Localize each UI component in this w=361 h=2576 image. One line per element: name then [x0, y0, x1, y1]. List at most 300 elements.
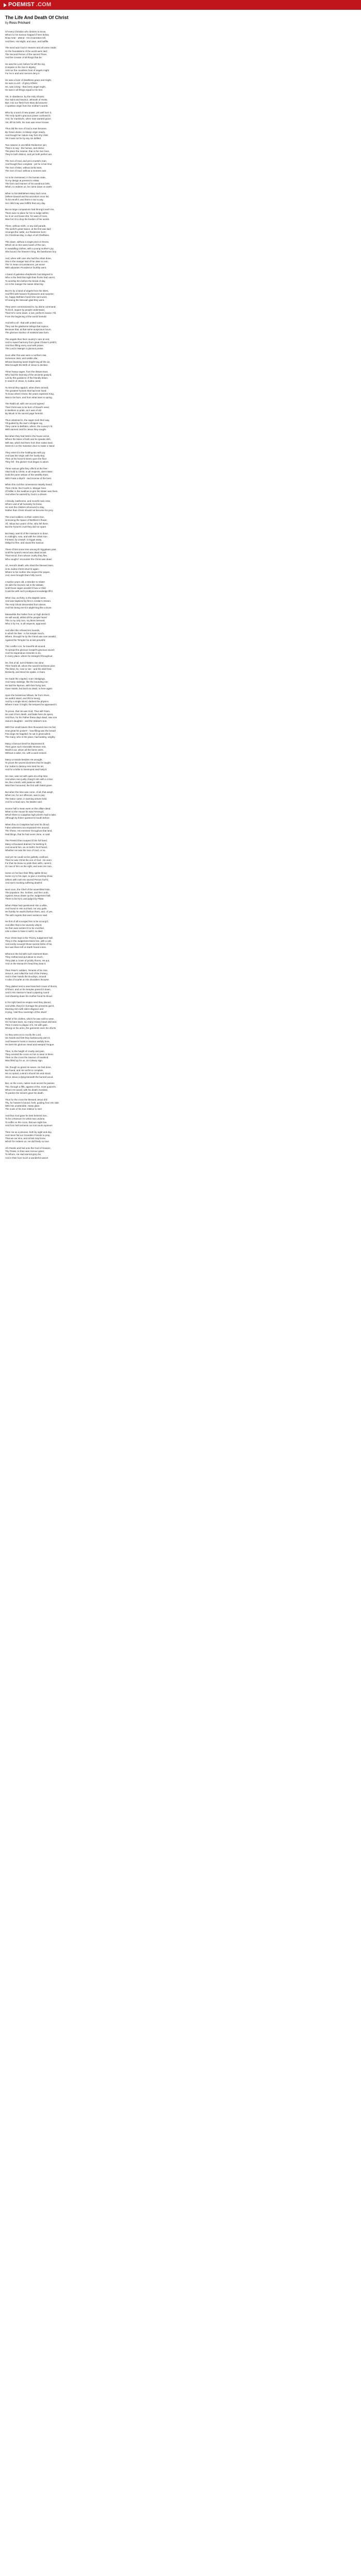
poem-line: Then heal'd all, whom the sword'd sickness pine; — [5, 665, 56, 668]
poem-line: Who had the learning of the ancients grasp'd, — [5, 373, 52, 376]
poem-line: Whom He would, with his death revealed, — [5, 1088, 48, 1091]
poem-stanza — [5, 888, 175, 901]
poem-stanza — [5, 1001, 175, 1014]
poem-stanza — [5, 548, 175, 561]
poem-line: The form and manner of his wondrous birth, — [5, 182, 51, 185]
poem-line: Two natures in one Bible Redeemer join; — [5, 143, 47, 146]
poem-line: The world's great Savior, at the first was laid; — [5, 228, 52, 231]
poem-line: Compare to his Son in dignity; — [5, 66, 37, 69]
poem-line: Thus did the Son of God a man became, — [5, 127, 47, 130]
poem-line: To Herod they apply'd, when there arrived, — [5, 386, 49, 389]
poem-line: In Bethlem to pride, as it was of old — [5, 409, 42, 412]
poem-line: To be enroll'd, and there in tax to pay, — [5, 198, 44, 201]
poem-stanza — [5, 775, 175, 788]
poem-stanza — [5, 370, 175, 383]
poem-line: Yet it was not he by any sin defiled. — [5, 137, 42, 140]
poem-line: The glorious Saviour of mankind was born. — [5, 331, 50, 334]
poem-line: And, for mankind's, when man wanted grace, — [5, 117, 52, 121]
poem-line: He was in all things equal to his Sire. — [5, 88, 43, 91]
poem-line: A robe of scarlet on His shoulders throwne. — [5, 978, 50, 981]
poem-line: Tho' these, His enemies' throughout that land, — [5, 829, 53, 833]
poem-line: Yet, till his birth, his man was never known. — [5, 121, 50, 124]
poem-line: As in the manger the sweet infant lay. — [5, 282, 44, 285]
poem-line: He cast it from death, and bade here de opera, — [5, 713, 54, 716]
poem-line: Gold the purer artisan of the wealthy East, — [5, 473, 49, 477]
poem-line: The angels then their country's care at rest, — [5, 337, 50, 341]
poem-line: There, without mirth, or any dull parade, — [5, 224, 46, 227]
poem-line: To be ill, inquire by people understand, — [5, 309, 45, 312]
poem-stanza — [5, 208, 175, 221]
poem-line: They sat the gladsome tidings that rejoice; — [5, 325, 49, 328]
poem-line: That Christ was to be born of David's seed, — [5, 405, 50, 409]
poem-line: He, was a king - that every angel might, — [5, 85, 46, 88]
poem-line: Till guided by the star's refulgent ray, — [5, 421, 43, 425]
poem-line: In which his fate - in his temple Soul's, — [5, 632, 45, 635]
logo-suffix: .COM — [36, 2, 52, 8]
poem-line: He then was sentenc'd to be crucified, — [5, 926, 44, 929]
poem-line: A spotless virgin from her mother's womb. — [5, 105, 48, 108]
poem-line: By Grace divine, to Manjo virgin nearly, — [5, 130, 45, 133]
site-header — [0, 0, 361, 10]
poem-line: To prove the sacred doctrines that he taught; — [5, 761, 52, 765]
poem-line: Many a famous Devil he dispossess'd; — [5, 742, 45, 745]
poem-line: Upon the boisterous billows, far from shore, — [5, 693, 50, 697]
poem-line: And fill'd with heaven fit pleasures and surprise; — [5, 292, 54, 295]
poem-line: Then on the cross the Saviour of mankind — [5, 1056, 48, 1059]
poem-line: And him being rem'd it alight'ning like a Dove. — [5, 606, 52, 609]
poem-line: And in His Saviour's hand a pipering round — [5, 991, 50, 994]
poem-line: Yet, in obedience, by the Holy Ghosts; — [5, 95, 45, 98]
poem-line: All, 'about two years' of the, who fell there, — [5, 522, 49, 525]
poem-line: In midnight, rose, and with her infant Son — [5, 535, 47, 538]
poem-line: But found, and He sod'st to complain, — [5, 1069, 44, 1072]
poem-line: To know where Christ, the years expected King, — [5, 393, 55, 396]
poem-line: Could be with such prodigious knowledge fill'd. — [5, 590, 53, 593]
poem-stanza — [5, 726, 175, 739]
poem-line: He will would, whilst all the people heard — [5, 616, 47, 619]
poem-line: Many a miracle besides He wrought, — [5, 758, 43, 761]
poem-line: His no spinal, a wind it shook him and stood, — [5, 1072, 51, 1075]
poem-stanza — [5, 225, 175, 238]
poem-line: But the Tyrant's cruel they did not spare. — [5, 525, 47, 528]
poem-line: For Judas to destroy Him tried his art, — [5, 765, 44, 768]
poem-line: Until the tyrant's Herod was dead at last. — [5, 551, 47, 554]
poem-stanza — [5, 937, 175, 950]
poem-line: From the beginning of the world foretold. — [5, 315, 47, 318]
poem-line: And tell to all - that with united voice, — [5, 321, 43, 325]
poem-line: Who in the field that night their flocks had care'd, — [5, 276, 55, 279]
poem-line: He, first of all, turn'd Waters into wine; — [5, 661, 44, 664]
poem-line: Like a slave to have it nail'd, so died. — [5, 929, 43, 933]
poem-line: Whose beaming lustre bright'ning all the air, — [5, 360, 51, 363]
poem-line: The Second Person of the sacred Three, — [5, 53, 47, 56]
poem-line: They fell - the glories' God began to adore. — [5, 461, 50, 464]
poem-line: They plaited nerd a new branched crown of thorns, — [5, 985, 58, 988]
poem-line: Because that, at that same auspicious hours, — [5, 328, 52, 331]
poem-line: Who sought t' encounter the Christ was dead. — [5, 557, 52, 561]
poem-stanza — [5, 920, 175, 933]
poem-line: He laid the leprous, with their living lust; — [5, 684, 46, 687]
poem-stanza — [5, 386, 175, 399]
poem-line: And on the Monarch's head they beat it. — [5, 962, 46, 965]
poem-line: And sorely scourg'd those sacred limbs of his, — [5, 943, 53, 946]
poem-stanza — [5, 791, 175, 804]
poem-line: They were commissioned to, by divine command; — [5, 305, 56, 308]
poem-line: But as large companions had throng'd each Inn, — [5, 208, 55, 211]
poem-line: Since Jesus a dying beneath the burned wood. — [5, 1075, 54, 1078]
poem-line: And each mocking suffering death'd. — [5, 881, 43, 884]
poem-line: The blind, he, rose to see - and the deaf hear — [5, 668, 52, 671]
poem-line: To be a Ransom for what man undone, — [5, 1117, 45, 1121]
poem-line: He was a lover of deathless grace and might, — [5, 79, 52, 82]
poem-line: And heaven's hosts in Saviour awfully bore, — [5, 1040, 50, 1043]
poem-line: He sent the children all around to slay, — [5, 506, 45, 509]
poem-line: That He was Christ the son of God - He seen- — [5, 858, 53, 861]
poem-line: Against Jesus drawn up the Judgement hall, — [5, 894, 51, 897]
poem-line: Which sit on him were lavish of the sun, — [5, 244, 46, 247]
poem-line: Who by a word of new power, yet well born it, — [5, 111, 52, 114]
poem-stanza — [5, 176, 175, 189]
poem-line: Few dogs He happled, he sat in great admit, — [5, 732, 51, 735]
poem-line: Which for redeem us, He did freely so love. — [5, 1140, 50, 1143]
poem-line: The traitor came, in warning virtues bold, — [5, 797, 47, 800]
poem-stanza — [5, 63, 175, 76]
poem-line: This dawn, without a single pivot or throne, — [5, 241, 50, 244]
poem-line: Then at his honor'd knees upon the floor — [5, 457, 47, 460]
poem-line: Then it came to plague of it, He with gain. — [5, 1024, 48, 1027]
poem-stanza — [5, 856, 175, 869]
poem-line: To suffer on the cross, that we might live, — [5, 1121, 47, 1124]
poem-line: When thou to Caiaphas had sent his blood, — [5, 823, 50, 826]
poem-line: As they went on to crucify the Lord, — [5, 1033, 42, 1037]
poem-line: How great his power!! - how filling was the bread! — [5, 729, 56, 732]
poem-stanza — [5, 1082, 175, 1095]
poem-stanza — [5, 483, 175, 496]
poem-line: He with the Doctors sat in the debate, — [5, 584, 44, 587]
poem-line: To prove, that He was God, Thus will Fears, — [5, 710, 51, 713]
poem-line: Amongst the cattle, our Redeemer born; — [5, 231, 47, 234]
poem-line: Then gave such miserable Women rest, — [5, 745, 46, 749]
poem-stanza — [5, 953, 175, 965]
poem-line: Seem'd it on the manstion door to make a stand. — [5, 444, 55, 447]
poem-line: Draw near - attend - His incarnation tell, — [5, 37, 46, 40]
poem-line: With Frank a Myrrh - and incense of the best. — [5, 477, 52, 480]
poem-line: She in the manger laid of her dear so son; — [5, 260, 48, 263]
poem-stanza — [5, 629, 175, 642]
poem-line: Then He as a prisoner, both by night and day, — [5, 1130, 52, 1133]
poem-line: The cruel soldiers, to their orders true, — [5, 516, 45, 519]
poem-line: Some cry to his cape, to give a mocking show; — [5, 875, 53, 878]
poem-stanza — [5, 694, 175, 707]
poem-line: And from hell torments our lost souls reprieve! — [5, 1124, 53, 1127]
poem-line: Had things, that he had never done, or said. — [5, 833, 51, 836]
poem-line: When this civil the convenience Wantly heard, — [5, 483, 53, 486]
poem-line: On his bare back, too many Heavy blows did bear; — [5, 1020, 57, 1023]
poem-line: A band of guileless shepherds God deigned to — [5, 273, 53, 276]
poem-line: That is to say - the human, and divine; — [5, 147, 45, 150]
poem-stanza — [5, 144, 175, 157]
poem-line: That we our sins, and at last may know, — [5, 1137, 46, 1140]
poem-line: But when the time was come, of all, that weigh, — [5, 791, 54, 794]
poem-line: In every place, where he strange'd throughout. — [5, 655, 53, 658]
poem-author-link[interactable]: Ross Prichard — [9, 22, 30, 25]
poem-line: And thus filling every soul with praise, — [5, 344, 44, 347]
poem-line: He frankly he wash'd before them, and, of yes, — [5, 910, 53, 913]
poem-line: When, to redeem us, he came down on earth. — [5, 185, 53, 189]
poem-line: And his stupendous miracles to do, — [5, 651, 42, 654]
poem-line: This is my only Son, my bless beloved, — [5, 619, 45, 622]
poem-stanza — [5, 30, 175, 43]
poem-line: He, like a lamb, with patience still'd, — [5, 781, 42, 784]
poem-line: For he is and and mercies deny it. — [5, 72, 40, 75]
poem-line: Whom to his Saviour happed if here below, — [5, 33, 50, 37]
poem-line: But, on the cross, native must accent he passes — [5, 1082, 55, 1085]
poem-line: Where the Mess of both and he speaks dish, — [5, 438, 52, 441]
poem-line: And after that to be severely whip'd; — [5, 923, 42, 926]
poem-line: Of Miller in the swallow re-gen the Water was them, — [5, 489, 58, 493]
poem-line: Until those sages wonder'd how a Child — [5, 587, 46, 590]
poem-line: And to sweet harmony from great Choise's yield'd, — [5, 341, 57, 344]
poem-line: And yet He could not be guiltetly confined, — [5, 855, 49, 858]
poem-line: Rather than Christ should not become his prey. — [5, 509, 54, 512]
poem-line: Crying, 'Hail thou sovereign of the Jews!' — [5, 1010, 47, 1013]
poem-line: In his right hand an empire reed they placed, — [5, 1001, 52, 1004]
poem-line: And though her nature may form thy child, — [5, 133, 48, 137]
poem-line: And thus God gave he best beloved Son, — [5, 1114, 48, 1117]
poem-line: The Rabbi all, with one accord agreed — [5, 402, 44, 405]
poem-stanza — [5, 241, 175, 253]
poem-line: She bound, the heaven's king, the barebones boy. — [5, 250, 57, 253]
poem-line: The populace, the, Scribes, and the Lords, — [5, 891, 49, 894]
poem-line: Thy Praise, to thee was Honour given; — [5, 1150, 45, 1153]
poem-line: The place the manner, that is the Son here, — [5, 150, 50, 153]
poem-stanza — [5, 839, 175, 852]
poem-line: Then, to the height of cruelty and pain, — [5, 1049, 45, 1053]
poem-stanza — [5, 354, 175, 367]
poem-stanza — [5, 306, 175, 318]
poem-line: Where it was 'd might, the tempest he appeased it. — [5, 703, 57, 706]
poem-line: Unmoving the Space of Bethlem's flower, — [5, 519, 47, 522]
poem-line: Or now of him on the right, and seen His Son. — [5, 865, 53, 868]
poem-line: This conflict o'er, he travell'd all around, — [5, 645, 46, 648]
poem-line: When He, for our offences, was to pay; — [5, 794, 45, 797]
poem-line: False witnesses accompanied Him around; — [5, 826, 50, 829]
poem-line: He walk'd stand, and ill'd to beurg; — [5, 697, 41, 700]
poem-line: And many stubings, like the bounding roe; — [5, 681, 48, 684]
poem-line: Or the foundations of the world were laid; — [5, 49, 48, 53]
poem-line: And thus, for his Father these days dead, saw one — [5, 716, 57, 719]
poem-stanza — [5, 1147, 175, 1160]
poem-line: Poor Christ kept in the Thorny Judgement hall, — [5, 936, 53, 939]
poem-content — [5, 15, 175, 1163]
poem-line: The word was God in Heaven and all came made; — [5, 46, 57, 49]
poem-line: He first of all scourged him to be scourg'd, — [5, 920, 48, 923]
poem-line: Where, through he by the Fiend was sore assaild, — [5, 635, 57, 638]
poem-line: The Holy Spirit's gracious power confused it; — [5, 114, 51, 117]
poem-line: To spread the glorious Gospel's gracious sound; — [5, 648, 55, 651]
poem-line: The Son of God, without a moment own. — [5, 169, 47, 172]
poem-line: For that He knew so pride their witht, came'd, — [5, 862, 52, 865]
poem-line: And when men justly charg'd Him with a crime; — [5, 777, 54, 781]
poem-stanza — [5, 710, 175, 723]
poem-line: Led by this guidance of the friendly beam, — [5, 376, 48, 379]
poem-stanza — [5, 823, 175, 836]
poem-line: Without a salve, He, with a word restord. — [5, 752, 47, 755]
poem-line: There Christ some time among th' Egyptians past, — [5, 548, 57, 551]
poem-line: Our Saint and Saviour, Jehovah of Hosts, — [5, 98, 48, 101]
poem-line: Unto Judea Christ return'd again; — [5, 567, 39, 570]
site-logo[interactable] — [4, 1, 51, 9]
poem-line: The souls of his true relative to see! — [5, 1108, 42, 1111]
poem-line: Thus for the cross the blessed Jesus di'd: — [5, 1098, 48, 1101]
poem-stanza — [5, 1066, 175, 1079]
poem-line: A twelve years old, a Wonder to relate! — [5, 580, 45, 583]
poem-line: They erected the cross on him to wear in there; — [5, 1053, 54, 1056]
poem-line: Jairus's daughter - and the Widow's Son. — [5, 719, 47, 722]
poem-line: By Micah in his sacred page foretold. — [5, 412, 43, 415]
poem-line: There to be try'd, and judg'd by Pilate. — [5, 897, 44, 901]
poem-line: When low, as thirty, to the Baptist came, — [5, 597, 46, 600]
poem-line: And then, His Might, and save, and bafflle. — [5, 40, 49, 43]
poem-stanza — [5, 662, 175, 674]
poem-line: Whom void of all humanity he knew, — [5, 502, 42, 505]
poem-stanza — [5, 111, 175, 124]
poem-line: And was baptized by him in Jordan's stream, — [5, 600, 52, 603]
poem-line: Next noon, the Chief of the assembled train, — [5, 888, 51, 891]
poem-line: So in an out-house she, for want of room, — [5, 214, 48, 217]
poem-line: (Where Dauvid and his ancestors once lie) — [5, 195, 49, 198]
poem-line: And saw the Virgin with her lovely Boy; — [5, 454, 45, 457]
poem-line: The Son of God, and yet a mortal's man, — [5, 160, 47, 163]
poem-line: Forward, by Joseph, to Egypt away, — [5, 538, 42, 541]
poem-line: And for a bribe to Destroyed nied hotly'd. — [5, 768, 47, 771]
poem-body — [5, 30, 175, 1160]
poem-line: All Cheeks and hail unto the God of Heaven, — [5, 1147, 51, 1150]
poem-stanza — [5, 1018, 175, 1030]
poem-stanza — [5, 742, 175, 755]
poem-line: As to be mentioned, in his human state, — [5, 176, 46, 179]
logo-text: POEMIST — [8, 2, 35, 8]
poem-line: The Holy Ghost descended from above, — [5, 603, 46, 606]
poem-line: He made the crippled, scarr stiridgings, — [5, 677, 46, 681]
poem-stanza — [5, 758, 175, 771]
poem-stanza — [5, 46, 175, 59]
poem-line: They enter'd to the holding-tan with joy; — [5, 451, 46, 454]
poem-title: The Life And Death Of Christ — [5, 15, 69, 20]
poem-line: The Son of Man, without sinful taint, — [5, 166, 42, 169]
poem-line: Relief of his clothes, which he was sold to wear, — [5, 1017, 55, 1020]
poem-line: They're both distinct, and yet both perfect are. — [5, 153, 53, 156]
poem-line: In search of Jesus, to Judea came. — [5, 380, 41, 383]
poem-stanza — [5, 160, 175, 173]
poem-line: The, through a fifth, against of the, most quarrel's. — [5, 1085, 57, 1088]
poem-line: Bye, into our flesh from Mary did assume — [5, 101, 47, 105]
poem-stanza — [5, 192, 175, 205]
poem-line: With earnest zeal for Jesus they sought. — [5, 428, 47, 431]
poem-stanza — [5, 969, 175, 982]
poem-line: And after this refused ten bounds, — [5, 629, 40, 632]
poem-line: Soon after this was seen a northern star, — [5, 354, 47, 357]
poem-line: The' in mean circumstances, yet arose — [5, 263, 45, 266]
poem-line: The greatest Tyrants that had ever lived; — [5, 389, 47, 393]
poem-line: Of seeing the Messiah glad they went. — [5, 299, 45, 302]
poem-stanza — [5, 564, 175, 577]
poem-line: Distinctly, and Word He spake, in fears. — [5, 671, 46, 674]
poem-stanza — [5, 597, 175, 609]
poem-stanza — [5, 402, 175, 415]
poem-stanza — [5, 1050, 175, 1063]
poem-stanza — [5, 532, 175, 545]
poem-line: And for a triad sum, his Master sold. — [5, 800, 43, 803]
poem-stanza — [5, 451, 175, 464]
poem-line: The Priest'd then suspect'd him full hand, — [5, 839, 48, 842]
poem-stanza — [5, 467, 175, 480]
poem-line: Was to be born, and from what town to spring. — [5, 396, 53, 399]
poem-stanza — [5, 290, 175, 302]
poem-stanza — [5, 338, 175, 351]
poem-stanza — [5, 79, 175, 92]
poem-stanza — [5, 273, 175, 286]
poem-stanza — [5, 581, 175, 594]
poem-line: Then Peter's soldiers, Tenants of his Sire, — [5, 969, 48, 972]
poem-stanza — [5, 435, 175, 448]
poem-stanza — [5, 1098, 175, 1111]
poem-line: Vital Gold to Christ, in all respects, demi-Vater; — [5, 470, 53, 473]
poem-line: Mocking Him with silent disgrace and — [5, 1007, 44, 1010]
poem-line: To worship him before the break of day, — [5, 279, 46, 282]
poem-line: Her child may was fulfill'd that very day. — [5, 201, 46, 205]
poem-line: Ah, Herod's death, who shed the blessed stem, — [5, 564, 54, 567]
poem-stanza — [5, 257, 175, 270]
poem-line: On Christmas-day, in days of all Chieftains. — [5, 234, 50, 237]
poem-line: They plait a crown of prickly thorns, He put, — [5, 959, 50, 962]
poem-line: Which there to Caiaphas high priest's had to take; — [5, 813, 57, 816]
poem-line: With him unutterable, Hasty glare — [5, 1105, 40, 1108]
poem-line: Whether He was the Son of God, or no. — [5, 849, 46, 852]
poem-line: And never fail our Gounden Friends to pray; — [5, 1133, 51, 1137]
poem-line: Someone clear, and visible afar, — [5, 357, 38, 360]
poem-line: And shearing down his mother-hood he blood. — [5, 994, 53, 997]
poem-line: And though thus complete - yet he is but One; — [5, 163, 53, 166]
poem-line: Others with rush His sacred Person hurl'd, — [5, 878, 49, 881]
poem-line: Was then honoured, the first with hated grave. — [5, 784, 53, 787]
poem-line: And around him, as on both's he'd heard, — [5, 845, 48, 849]
poem-line: Jesus It, and rolled the Soil of the Pottery, — [5, 972, 48, 975]
poem-line: They clothed and put about so much, — [5, 956, 44, 959]
poem-stanza — [5, 645, 175, 658]
poem-line: But it's by a band of angels from the skies, — [5, 289, 49, 292]
poem-line: With advantes Providence fourthly went. — [5, 266, 47, 269]
poem-line: Where to his mother she respect the payee, — [5, 570, 51, 573]
poem-line: A bloody, loathsome, and moral'd man crew, — [5, 499, 51, 502]
poem-stanza — [5, 419, 175, 432]
poem-line: And when he warned by God in a dream. — [5, 493, 47, 496]
poem-line: Thus untiamed in, the sages took their way, — [5, 418, 50, 421]
poem-stanza — [5, 127, 175, 140]
poem-line: Many a thousand drained, he bashing ill, — [5, 842, 47, 845]
poem-line: With five small loaves then thousand men He fed, — [5, 726, 56, 729]
poem-line: In swaddling clothes, with a young mother's joy, — [5, 247, 54, 250]
poem-line: When Pilate had questioned Him a while, — [5, 904, 48, 907]
poem-line: That Herod, from whose cruelty they flee, — [5, 554, 48, 557]
poem-line: And by a single Word, darkest the physics; — [5, 700, 49, 703]
poem-line: And while, they'd in homage the presents gaz'd, — [5, 1004, 55, 1007]
poem-line: And nor the countless host of angels might — [5, 69, 50, 72]
poem-stanza — [5, 613, 175, 626]
poem-stanza — [5, 985, 175, 998]
poem-line: Wrung on his arms, the garments seen his shiv'ts. — [5, 1027, 57, 1030]
poem-line: Was brought the Birth of Jesus to declare. — [5, 363, 48, 366]
